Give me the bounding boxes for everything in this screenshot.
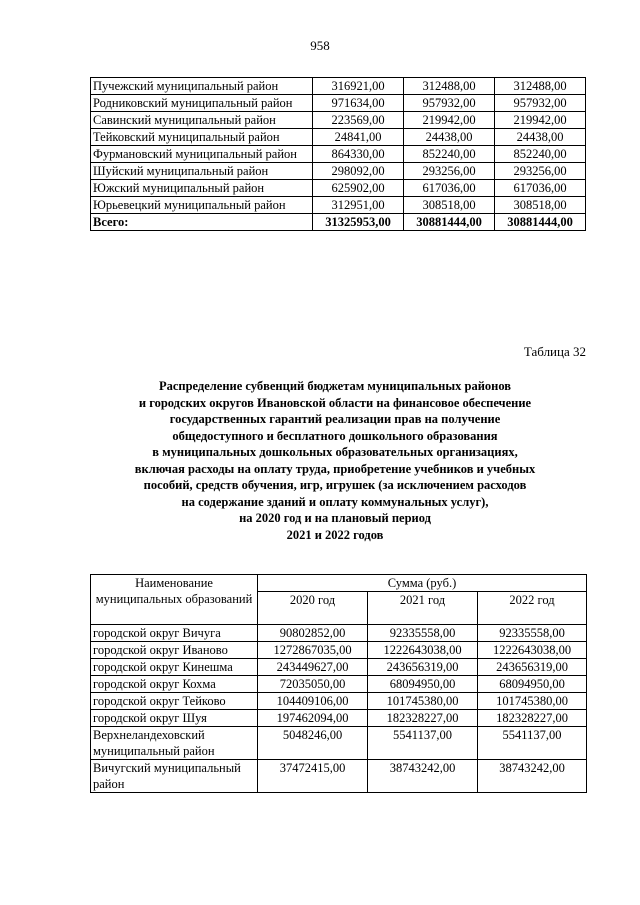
table-row [91,197,586,214]
value-2021: 101745380,00 [368,693,478,710]
municipality-name: городской округ Шуя [91,710,258,727]
value-2020: 864330,00 [313,146,404,163]
value-2022: 24438,00 [495,129,586,146]
table-row [91,676,587,693]
total-row [91,214,586,231]
heading-line: общедоступного и бесплатного дошкольного образования [172,428,498,443]
value-2020: 625902,00 [313,180,404,197]
value-2021: 852240,00 [404,146,495,163]
municipality-name: Тейковский муниципальный район [91,129,313,146]
value-2022: 92335558,00 [478,625,587,642]
value-2020: 1272867035,00 [258,642,368,659]
value-2021: 312488,00 [404,78,495,95]
value-2021: 5541137,00 [368,727,478,760]
municipality-name: городской округ Вичуга [91,625,258,642]
value-2022: 1222643038,00 [478,642,587,659]
heading-line: государственных гарантий реализации прав на получение [169,412,501,426]
municipality-name: Шуйский муниципальный район [91,163,313,180]
value-2022: 312488,00 [495,78,586,95]
value-2020: 298092,00 [313,163,404,180]
total-label: Всего: [91,214,313,231]
value-2022: 101745380,00 [478,693,587,710]
table-row [91,180,586,197]
table-heading [80,378,590,543]
value-2022: 308518,00 [495,197,586,214]
heading-line: пособий, средств обучения, игр, игрушек (за исключением расходов [143,478,527,492]
value-2020: 90802852,00 [258,625,368,642]
total-2020: 31325953,00 [313,214,404,231]
value-2020: 37472415,00 [258,760,368,793]
value-2021: 38743242,00 [368,760,478,793]
value-2020: 223569,00 [313,112,404,129]
table-row [91,693,587,710]
value-2021: 617036,00 [404,180,495,197]
municipality-name: Юрьевецкий муниципальный район [91,197,313,214]
value-2022: 243656319,00 [478,659,587,676]
value-2022: 957932,00 [495,95,586,112]
table-row [91,727,587,760]
total-2021: 30881444,00 [404,214,495,231]
table-number-label: Таблица 32 [523,344,586,359]
value-2022: 68094950,00 [478,676,587,693]
heading-line: в муниципальных дошкольных образовательных организациях, [152,445,518,459]
value-2022: 38743242,00 [478,760,587,793]
subsidy-table-continued [90,77,586,231]
column-header-2020: 2020 год [258,592,368,625]
municipality-name: Савинский муниципальный район [91,112,313,129]
value-2022: 852240,00 [495,146,586,163]
table-row [91,625,587,642]
value-2021: 92335558,00 [368,625,478,642]
value-2020: 243449627,00 [258,659,368,676]
value-2021: 68094950,00 [368,676,478,693]
value-2022: 617036,00 [495,180,586,197]
value-2020: 5048246,00 [258,727,368,760]
value-2020: 104409106,00 [258,693,368,710]
heading-line: Распределение субвенций бюджетам муниципальных районов [158,379,512,393]
value-2022: 219942,00 [495,112,586,129]
value-2020: 316921,00 [313,78,404,95]
value-2021: 1222643038,00 [368,642,478,659]
municipality-name: Родниковский муниципальный район [91,95,313,112]
value-2020: 971634,00 [313,95,404,112]
subsidy-distribution-table [90,574,587,793]
table-row [91,112,586,129]
column-header-2021: 2021 год [368,592,478,625]
table-row [91,129,586,146]
municipality-name: Пучежский муниципальный район [91,78,313,95]
table-row [91,659,587,676]
value-2021: 182328227,00 [368,710,478,727]
table-row [91,146,586,163]
value-2020: 197462094,00 [258,710,368,727]
municipality-name: городской округ Кохма [91,676,258,693]
heading-line: на 2020 год и на плановый период [239,511,431,525]
table-row [91,95,586,112]
heading-line: включая расходы на оплату труда, приобретение учебников и учебных [134,461,536,476]
value-2020: 312951,00 [313,197,404,214]
value-2022: 182328227,00 [478,710,587,727]
heading-line: и городских округов Ивановской области на финансовое обеспечение [138,395,532,410]
page-number: 958 [310,38,330,53]
value-2020: 72035050,00 [258,676,368,693]
column-header-2022: 2022 год [478,592,587,625]
total-2022: 30881444,00 [495,214,586,231]
table-row [91,642,587,659]
municipality-name: Южский муниципальный район [91,180,313,197]
table-row [91,78,586,95]
value-2021: 293256,00 [404,163,495,180]
table-row [91,163,586,180]
municipality-name: городской округ Кинешма [91,659,258,676]
municipality-name: Вичугский муниципальный район [91,760,258,793]
table-row [91,710,587,727]
value-2022: 5541137,00 [478,727,587,760]
value-2021: 219942,00 [404,112,495,129]
value-2021: 957932,00 [404,95,495,112]
column-header-sum: Сумма (руб.) [258,575,587,592]
municipality-name: городской округ Тейково [91,693,258,710]
value-2021: 243656319,00 [368,659,478,676]
table-row [91,760,587,793]
value-2021: 24438,00 [404,129,495,146]
heading-line: на содержание зданий и оплату коммунальных услуг), [181,494,489,509]
column-header-name: Наименование муниципальных образований [91,575,258,625]
municipality-name: городской округ Иваново [91,642,258,659]
value-2022: 293256,00 [495,163,586,180]
value-2021: 308518,00 [404,197,495,214]
municipality-name: Верхнеландеховский муниципальный район [91,727,258,760]
value-2020: 24841,00 [313,129,404,146]
municipality-name: Фурмановский муниципальный район [91,146,313,163]
heading-line: 2021 и 2022 годов [286,527,384,542]
